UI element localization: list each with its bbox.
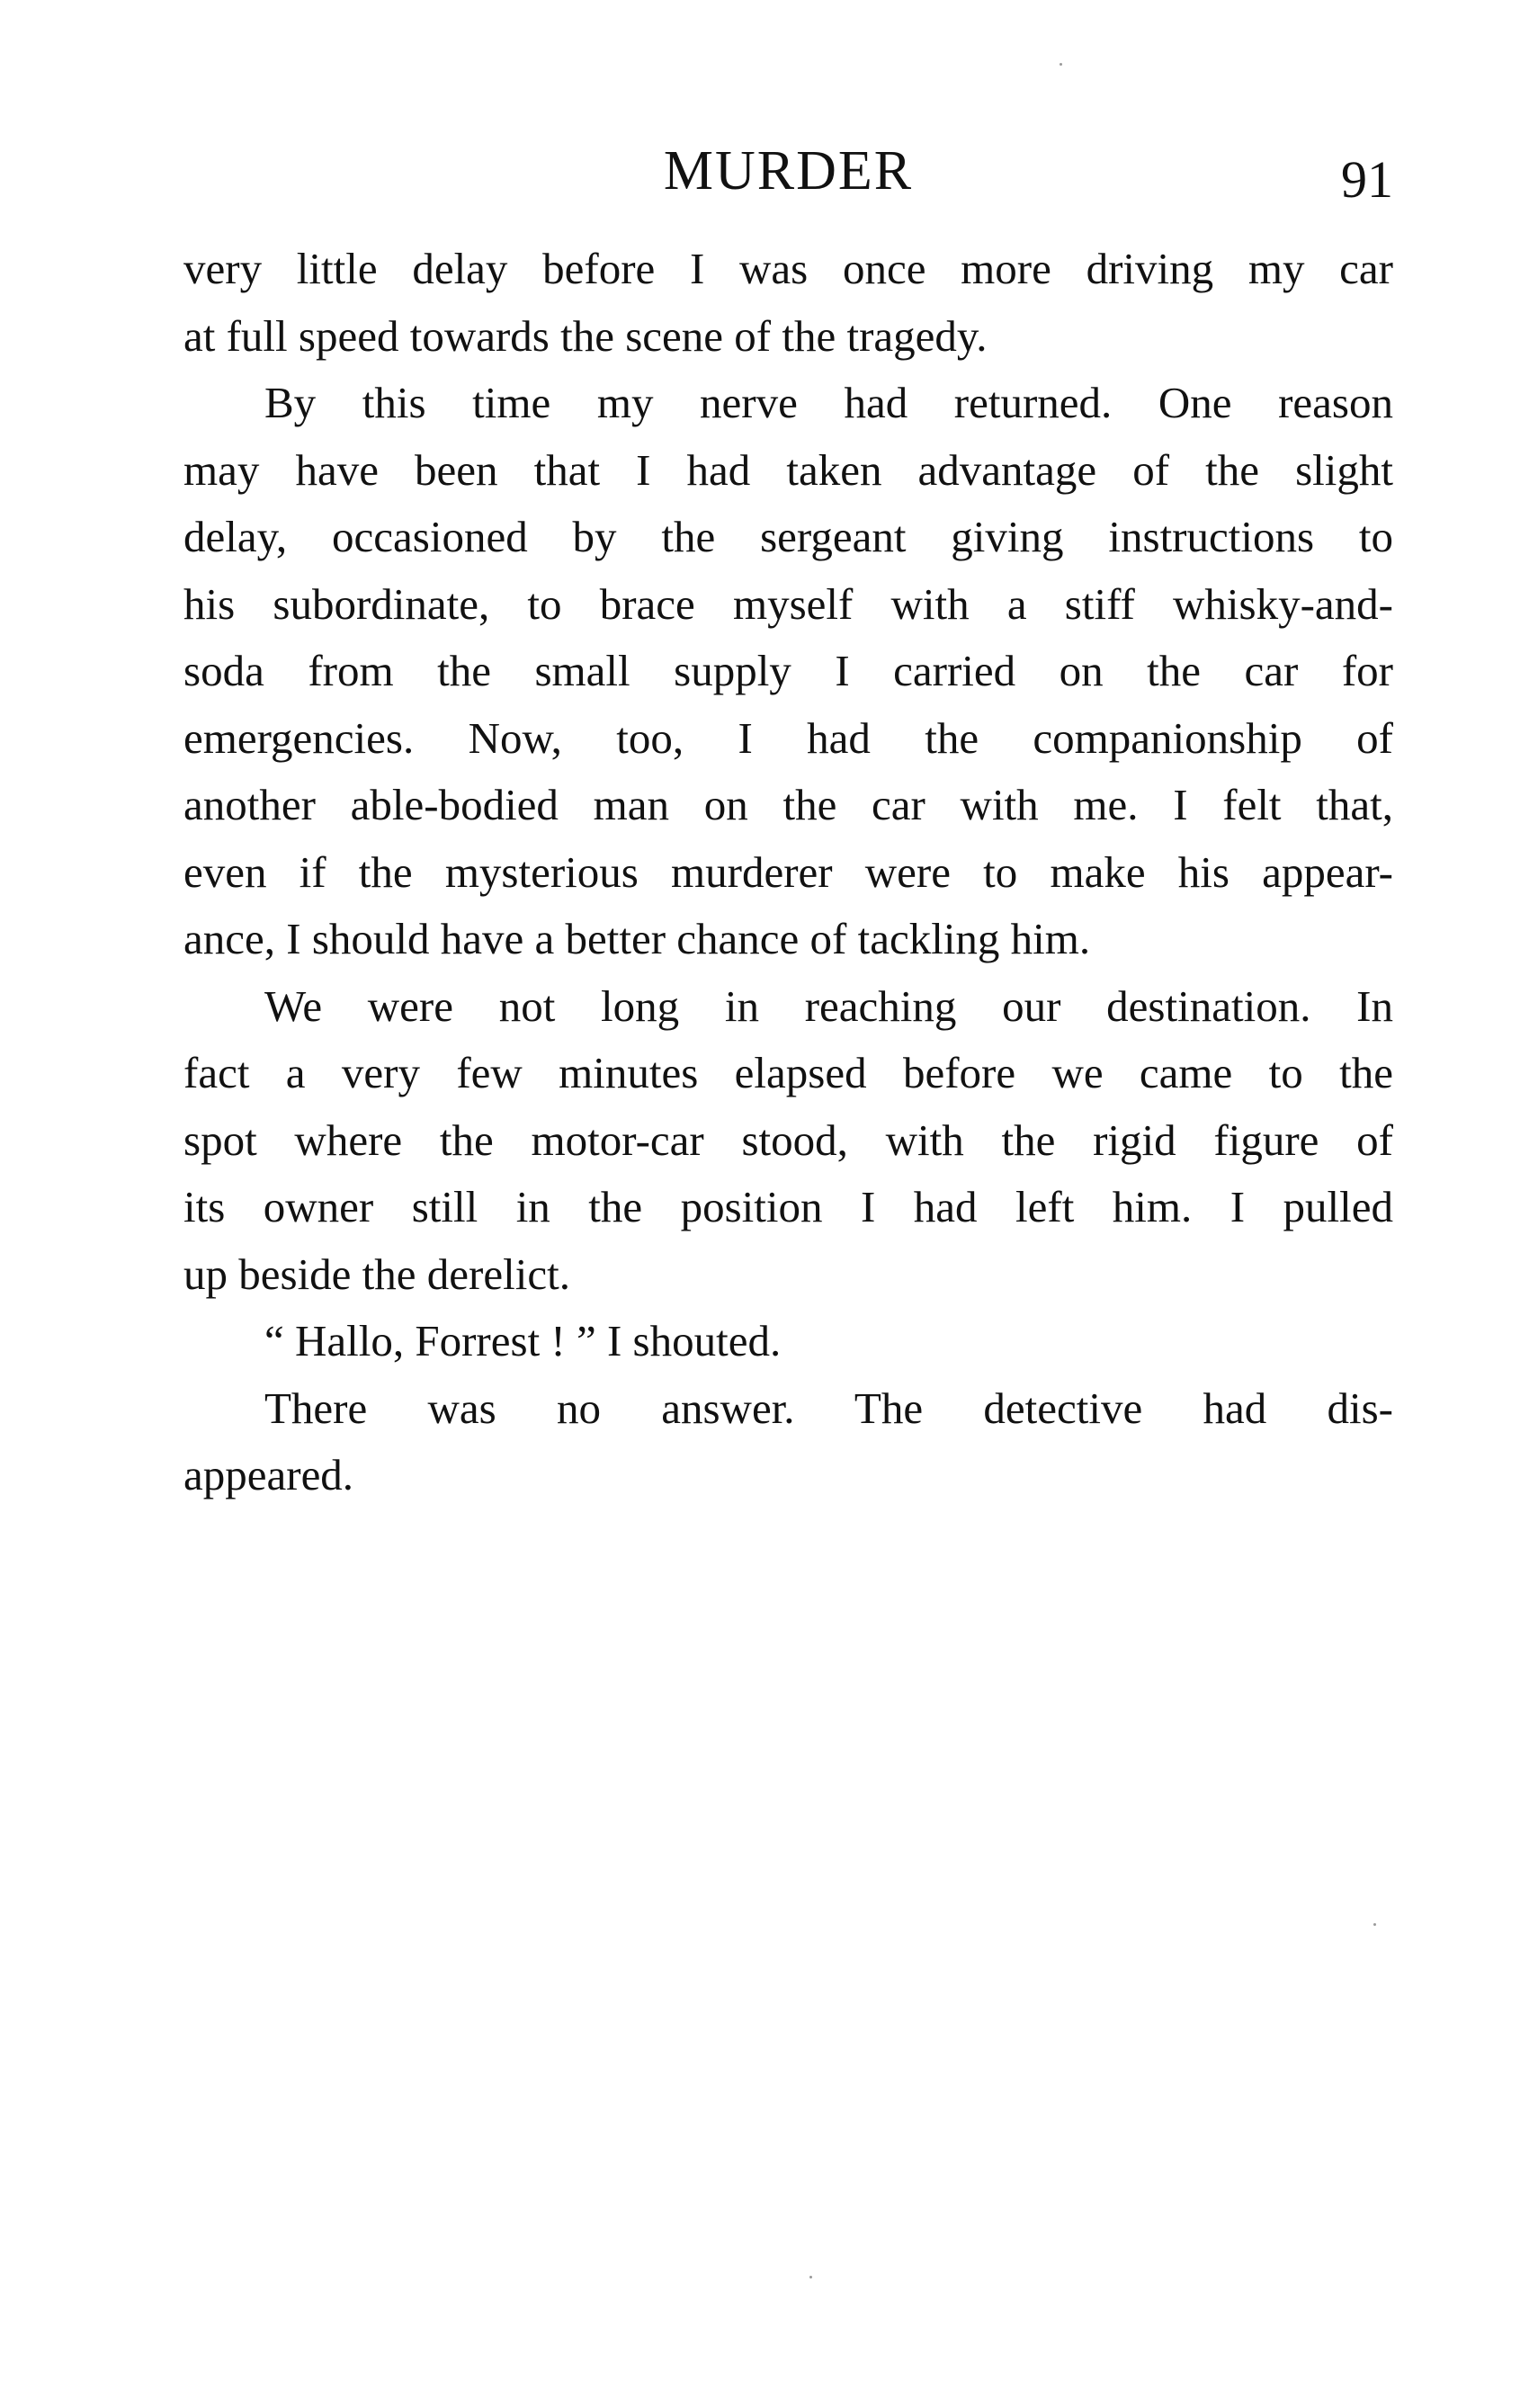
- text-line: at full speed towards the scene of the tragedy.: [183, 310, 988, 361]
- text-line: soda from the small supply I carried on the car for: [183, 646, 1393, 695]
- text-line: another able-bodied man on the car with me. I felt that,: [183, 780, 1393, 829]
- paper-speck: [1060, 63, 1062, 66]
- running-title: MURDER: [663, 140, 914, 201]
- text-line: ance, I should have a better chance of tackling him.: [183, 914, 1091, 963]
- text-line: up beside the derelict.: [183, 1249, 570, 1299]
- text-line: We were not long in reaching our destination. In: [264, 980, 1393, 1031]
- text-line: “ Hallo, Forrest ! ” I shouted.: [264, 1316, 782, 1365]
- text-line: emergencies. Now, too, I had the companionship of: [183, 712, 1393, 763]
- page-number: 91: [1341, 150, 1393, 209]
- paper-speck: [809, 2276, 812, 2278]
- running-head: [183, 135, 1393, 207]
- text-line: delay, occasioned by the sergeant giving instructions to: [183, 512, 1393, 561]
- paper-speck: [1373, 1923, 1376, 1926]
- text-line: By this time my nerve had returned. One reason: [264, 378, 1393, 427]
- text-line: spot where the motor-car stood, with the rigid figure of: [183, 1114, 1393, 1165]
- text-line: appeared.: [183, 1450, 354, 1499]
- body-text: [183, 236, 1393, 1509]
- text-line: its owner still in the position I had left him. I pulled: [183, 1182, 1393, 1231]
- text-line: even if the mysterious murderer were to make his appear-: [183, 846, 1393, 897]
- text-line: his subordinate, to brace myself with a stiff whisky-and-: [183, 578, 1393, 629]
- text-line: very little delay before I was once more driving my car: [183, 244, 1393, 293]
- text-line: fact a very few minutes elapsed before we came to the: [183, 1048, 1393, 1097]
- text-line: There was no answer. The detective had dis-: [264, 1383, 1393, 1433]
- text-line: may have been that I had taken advantage of the slight: [183, 444, 1393, 495]
